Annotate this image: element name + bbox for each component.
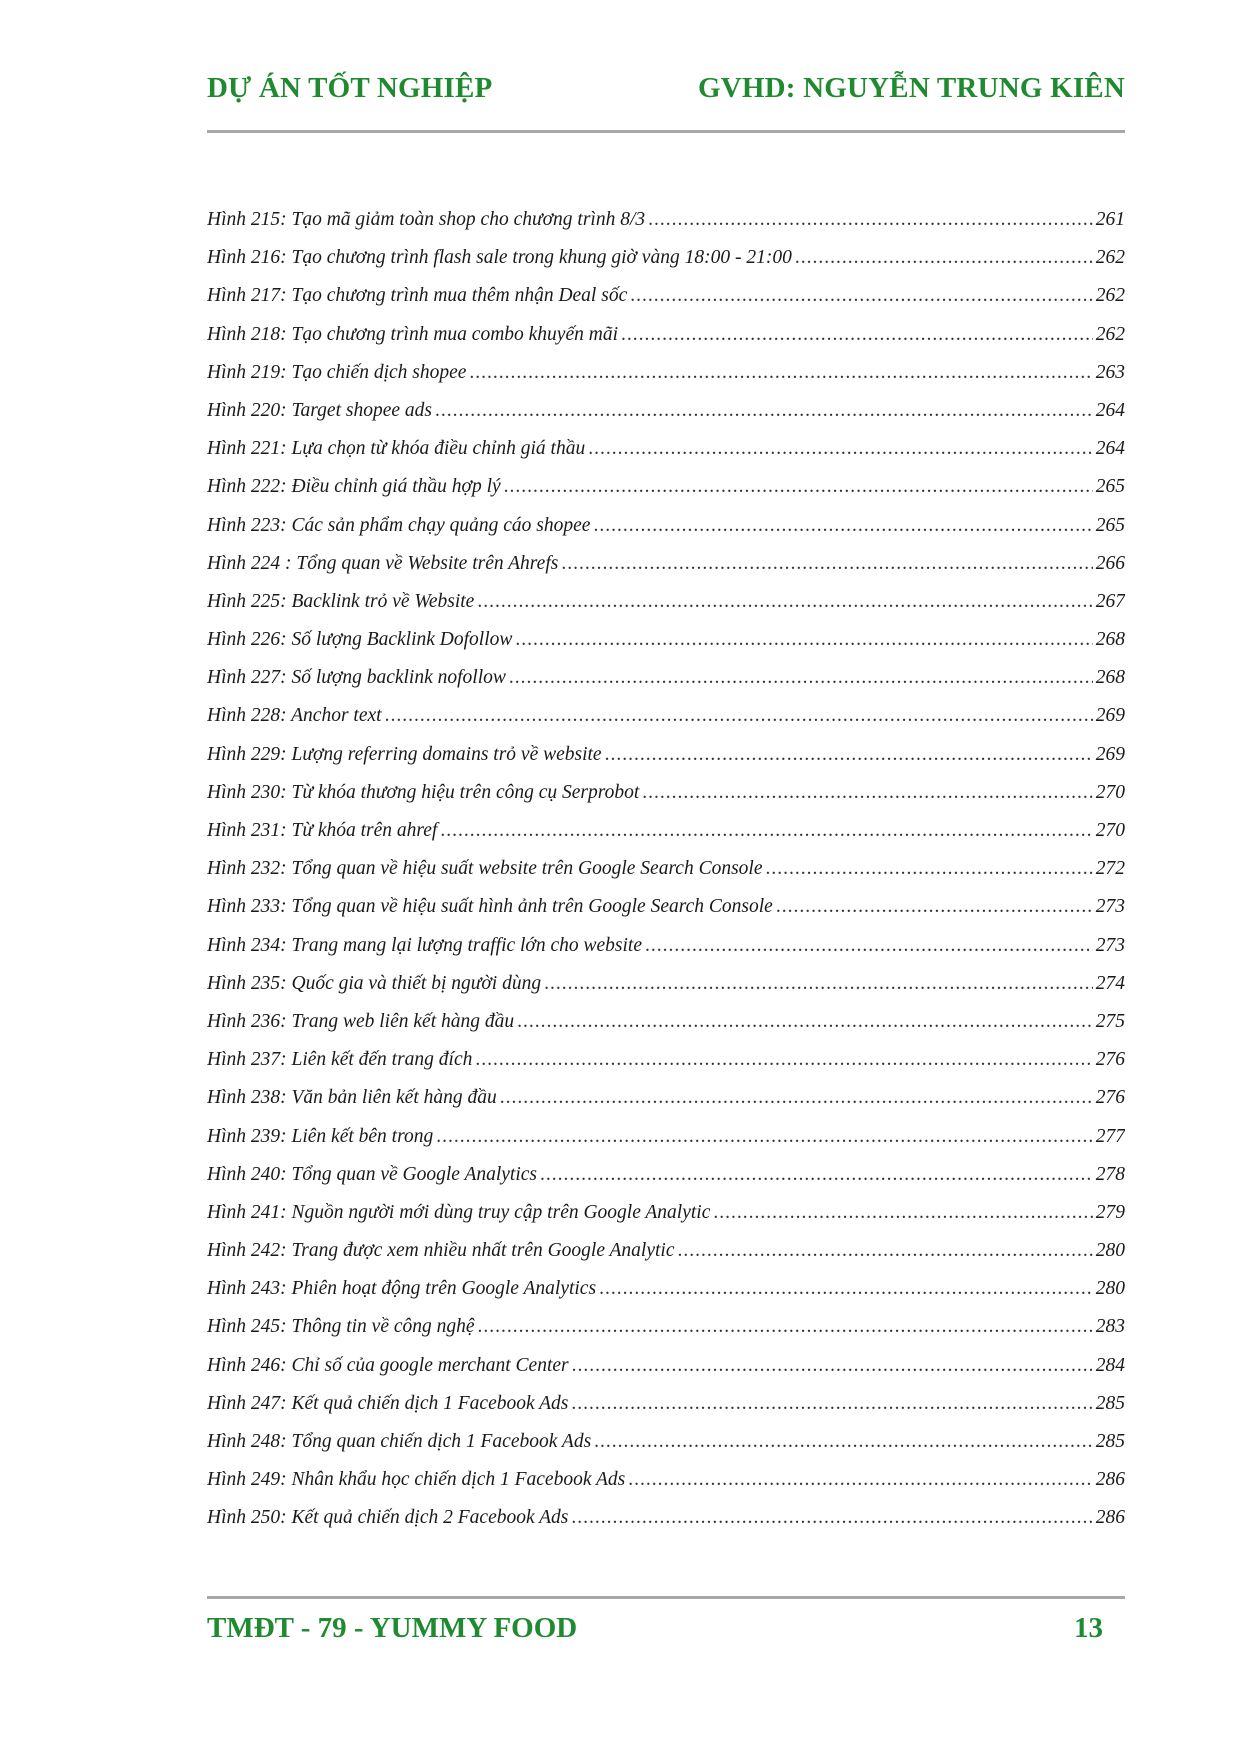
supervisor-name: GVHD: NGUYỄN TRUNG KIÊN	[697, 72, 1125, 104]
toc-entry[interactable]	[207, 1122, 1125, 1160]
toc-entry-title: Hình 234: Trang mang lại lượng traffic lớn cho website	[207, 934, 642, 956]
dot-leader	[599, 1274, 1093, 1304]
dot-leader	[572, 1351, 1093, 1381]
toc-entry-page: 285	[1095, 1392, 1125, 1414]
dot-leader	[795, 243, 1093, 273]
toc-entry-page: 268	[1095, 667, 1125, 689]
dot-leader	[509, 663, 1093, 693]
toc-entry[interactable]	[207, 511, 1125, 549]
dot-leader	[713, 1198, 1092, 1228]
toc-entry-page: 286	[1095, 1469, 1125, 1491]
toc-entry-page: 268	[1095, 629, 1125, 651]
toc-entry-page: 275	[1095, 1010, 1125, 1032]
toc-entry-page: 266	[1095, 552, 1125, 574]
toc-entry[interactable]	[207, 740, 1125, 778]
toc-entry-title: Hình 233: Tổng quan về hiệu suất hình ảnh trên Google Search Console	[207, 896, 773, 918]
toc-entry[interactable]	[207, 701, 1125, 739]
dot-leader	[515, 625, 1092, 655]
toc-entry-title: Hình 248: Tổng quan chiến dịch 1 Facebook Ads	[207, 1431, 592, 1452]
toc-entry-title: Hình 223: Các sản phẩm chạy quảng cáo shopee	[207, 514, 591, 536]
toc-entry[interactable]	[207, 205, 1125, 243]
dot-leader	[440, 816, 1092, 846]
dot-leader	[678, 1236, 1093, 1266]
dot-leader	[766, 854, 1093, 884]
page-number: 13	[1074, 1612, 1103, 1644]
toc-entry-title: Hình 231: Từ khóa trên ahref	[207, 820, 438, 841]
toc-entry[interactable]	[207, 1312, 1125, 1350]
toc-entry[interactable]	[207, 892, 1125, 930]
toc-entry-page: 279	[1095, 1201, 1125, 1223]
toc-entry-page: 278	[1095, 1163, 1125, 1185]
toc-entry-page: 270	[1095, 781, 1125, 803]
toc-entry-title: Hình 227: Số lượng backlink nofollow	[207, 667, 506, 689]
footer-project-name: TMĐT - 79 - YUMMY FOOD	[207, 1612, 578, 1644]
toc-entry-page: 269	[1095, 705, 1125, 727]
dot-leader	[544, 969, 1093, 999]
toc-entry[interactable]	[207, 434, 1125, 472]
toc-entry-title: Hình 216: Tạo chương trình flash sale trong khung giờ vàng 18:00 - 21:00	[207, 247, 792, 269]
toc-entry-page: 261	[1095, 209, 1125, 230]
toc-entry[interactable]	[207, 1503, 1125, 1541]
dot-leader	[517, 1007, 1093, 1037]
dot-leader	[776, 892, 1093, 922]
dot-leader	[478, 1312, 1093, 1342]
toc-entry-page: 284	[1095, 1354, 1125, 1376]
toc-entry-page: 273	[1095, 934, 1125, 956]
toc-entry[interactable]	[207, 778, 1125, 816]
dot-leader	[571, 1503, 1092, 1533]
page-header	[207, 72, 1125, 112]
toc-entry-page: 263	[1095, 361, 1125, 383]
toc-entry-page: 277	[1095, 1125, 1125, 1147]
toc-entry-page: 264	[1095, 399, 1125, 421]
dot-leader	[477, 587, 1092, 617]
toc-entry[interactable]	[207, 281, 1125, 319]
toc-entry-title: Hình 232: Tổng quan về hiệu suất website trên Google Search Console	[207, 858, 763, 880]
toc-entry[interactable]	[207, 1465, 1125, 1503]
toc-entry-title: Hình 243: Phiên hoạt động trên Google Analytics	[207, 1278, 597, 1300]
toc-entry[interactable]	[207, 854, 1125, 892]
toc-entry-title: Hình 250: Kết quả chiến dịch 2 Facebook Ads	[207, 1507, 569, 1529]
toc-entry[interactable]	[207, 625, 1125, 663]
dot-leader	[469, 358, 1092, 388]
toc-entry-page: 269	[1095, 743, 1125, 765]
toc-entry[interactable]	[207, 663, 1125, 701]
toc-entry-page: 262	[1095, 323, 1125, 345]
dot-leader	[475, 1045, 1092, 1075]
toc-entry-title: Hình 228: Anchor text	[207, 705, 382, 727]
dot-leader	[500, 1083, 1093, 1113]
toc-entry-title: Hình 242: Trang được xem nhiều nhất trên Google Analytic	[207, 1240, 675, 1262]
header-divider	[207, 130, 1125, 133]
toc-entry[interactable]	[207, 396, 1125, 434]
toc-entry[interactable]	[207, 931, 1125, 969]
toc-entry-page: 276	[1095, 1049, 1125, 1071]
dot-leader	[621, 320, 1093, 350]
toc-entry-title: Hình 226: Số lượng Backlink Dofollow	[207, 629, 513, 651]
dot-leader	[648, 205, 1093, 235]
toc-entry-page: 274	[1095, 972, 1125, 994]
toc-entry-page: 283	[1095, 1316, 1125, 1338]
toc-entry-page: 270	[1095, 820, 1125, 841]
toc-entry-title: Hình 245: Thông tin về công nghệ	[207, 1316, 475, 1338]
dot-leader	[628, 1465, 1092, 1495]
dot-leader	[605, 740, 1093, 770]
toc-entry-title: Hình 219: Tạo chiến dịch shopee	[207, 361, 467, 383]
toc-entry-title: Hình 239: Liên kết bên trong	[207, 1125, 434, 1147]
dot-leader	[435, 396, 1093, 426]
toc-entry-title: Hình 246: Chỉ số của google merchant Center	[207, 1354, 569, 1376]
toc-entry-page: 262	[1095, 247, 1125, 269]
page-footer	[207, 1612, 1125, 1652]
toc-entry-page: 265	[1095, 514, 1125, 536]
dot-leader	[385, 701, 1093, 731]
toc-entry-title: Hình 222: Điều chỉnh giá thầu hợp lý	[207, 476, 501, 498]
toc-entry-title: Hình 220: Target shopee ads	[207, 399, 432, 421]
toc-entry[interactable]	[207, 1351, 1125, 1389]
toc-entry[interactable]	[207, 1236, 1125, 1274]
dot-leader	[504, 472, 1093, 502]
toc-entry-title: Hình 241: Nguồn người mới dùng truy cập trên Google Analytic	[207, 1201, 711, 1223]
toc-entry-page: 272	[1095, 858, 1125, 880]
toc-entry[interactable]	[207, 1045, 1125, 1083]
dot-leader	[588, 434, 1093, 464]
toc-entry-page: 265	[1095, 476, 1125, 498]
toc-entry-page: 286	[1095, 1507, 1125, 1529]
toc-entry-title: Hình 217: Tạo chương trình mua thêm nhận Deal sốc	[207, 285, 628, 307]
toc-entry[interactable]	[207, 1427, 1125, 1465]
dot-leader	[540, 1160, 1093, 1190]
toc-entry-page: 285	[1095, 1431, 1125, 1452]
dot-leader	[561, 549, 1092, 579]
toc-entry-title: Hình 247: Kết quả chiến dịch 1 Facebook Ads	[207, 1392, 569, 1414]
toc-entry[interactable]	[207, 1274, 1125, 1312]
toc-entry[interactable]	[207, 1389, 1125, 1427]
toc-entry-title: Hình 237: Liên kết đến trang đích	[207, 1049, 473, 1071]
toc-entry-title: Hình 249: Nhân khẩu học chiến dịch 1 Facebook Ads	[207, 1469, 626, 1491]
toc-entry-title: Hình 240: Tổng quan về Google Analytics	[207, 1163, 538, 1185]
toc-entry-title: Hình 221: Lựa chọn từ khóa điều chỉnh giá thầu	[207, 438, 586, 460]
toc-entry-title: Hình 230: Từ khóa thương hiệu trên công cụ Serprobot	[207, 781, 640, 803]
dot-leader	[593, 511, 1092, 541]
dot-leader	[594, 1427, 1093, 1457]
dot-leader	[645, 931, 1093, 961]
toc-entry[interactable]	[207, 1007, 1125, 1045]
toc-entry[interactable]	[207, 816, 1125, 854]
toc-entry[interactable]	[207, 969, 1125, 1007]
toc-entry-title: Hình 218: Tạo chương trình mua combo khuyến mãi	[207, 323, 618, 345]
toc-entry[interactable]	[207, 549, 1125, 587]
toc-entry-page: 264	[1095, 438, 1125, 460]
project-title: DỰ ÁN TỐT NGHIỆP	[207, 72, 493, 104]
dot-leader	[630, 281, 1093, 311]
toc-entry[interactable]	[207, 1083, 1125, 1121]
dot-leader	[436, 1122, 1093, 1152]
toc-entry[interactable]	[207, 587, 1125, 625]
list-of-figures	[207, 205, 1125, 1542]
toc-entry-title: Hình 236: Trang web liên kết hàng đầu	[207, 1010, 515, 1032]
footer-divider	[207, 1596, 1125, 1599]
dot-leader	[642, 778, 1092, 808]
toc-entry[interactable]	[207, 1160, 1125, 1198]
toc-entry-page: 276	[1095, 1087, 1125, 1109]
toc-entry-title: Hình 225: Backlink trỏ về Website	[207, 590, 475, 612]
toc-entry-page: 267	[1095, 590, 1125, 612]
toc-entry-title: Hình 215: Tạo mã giảm toàn shop cho chương trình 8/3	[207, 209, 646, 230]
toc-entry[interactable]	[207, 1198, 1125, 1236]
toc-entry[interactable]	[207, 320, 1125, 358]
toc-entry-page: 273	[1095, 896, 1125, 918]
dot-leader	[571, 1389, 1092, 1419]
toc-entry-page: 262	[1095, 285, 1125, 307]
toc-entry[interactable]	[207, 243, 1125, 281]
toc-entry-title: Hình 235: Quốc gia và thiết bị người dùng	[207, 972, 542, 994]
toc-entry[interactable]	[207, 472, 1125, 510]
toc-entry-title: Hình 229: Lượng referring domains trỏ về website	[207, 743, 602, 765]
toc-entry-page: 280	[1095, 1240, 1125, 1262]
toc-entry[interactable]	[207, 358, 1125, 396]
toc-entry-page: 280	[1095, 1278, 1125, 1300]
toc-entry-title: Hình 238: Văn bản liên kết hàng đầu	[207, 1087, 497, 1109]
toc-entry-title: Hình 224 : Tổng quan về Website trên Ahrefs	[207, 552, 559, 574]
